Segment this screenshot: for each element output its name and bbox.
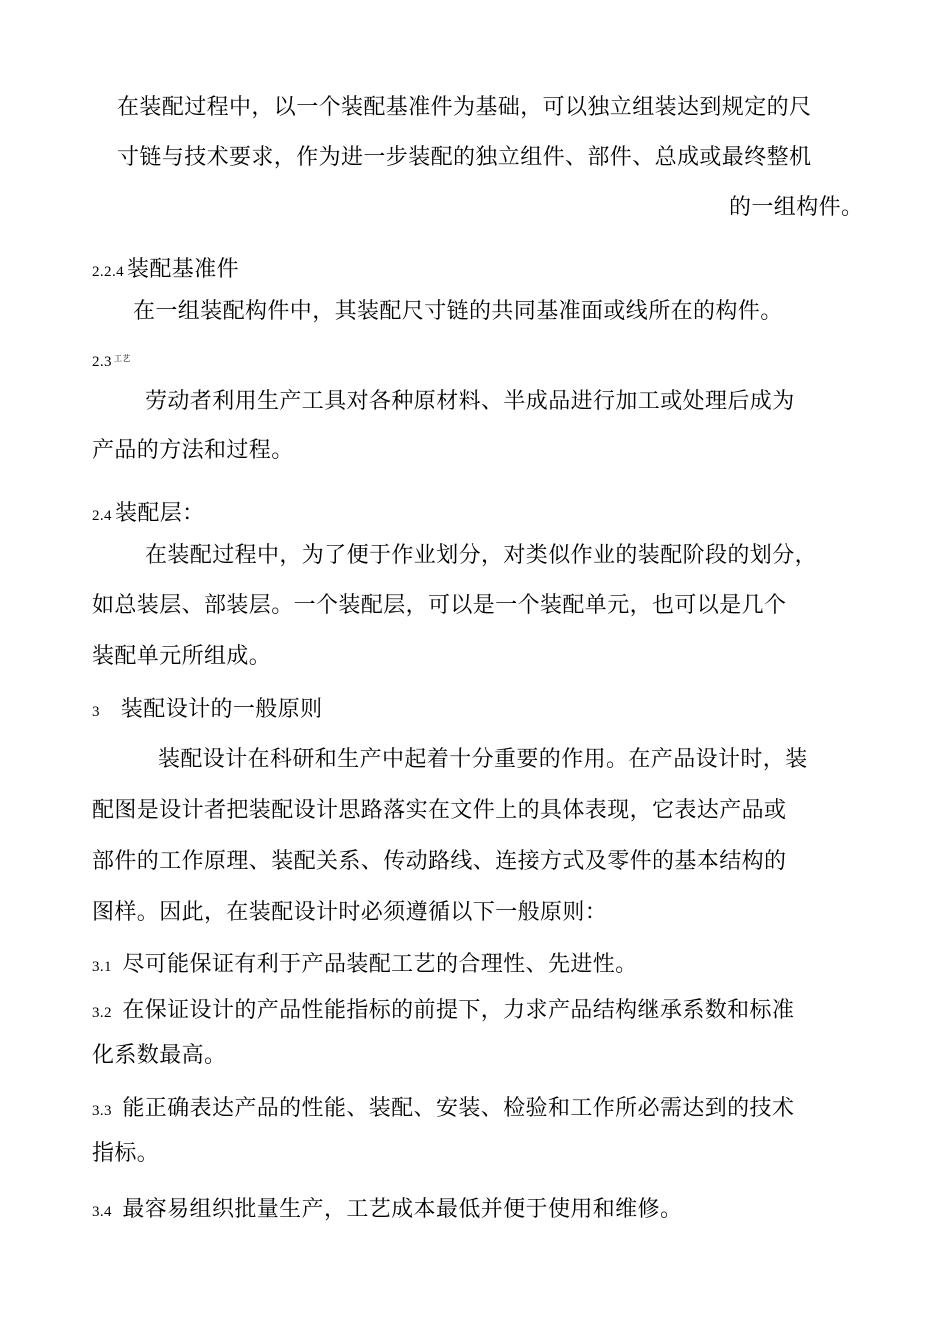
section-2-3-line-1: 劳动者利用生产工具对各种原材料、半成品进行加工或处理后成为 bbox=[145, 389, 795, 414]
item-number: 3.2 bbox=[92, 1005, 112, 1021]
item-number: 3.1 bbox=[92, 959, 112, 975]
section-2-2-4-heading bbox=[92, 256, 239, 286]
section-3-line-4: 图样。因此，在装配设计时必须遵循以下一般原则： bbox=[92, 900, 608, 925]
section-number: 2.3 bbox=[92, 354, 112, 370]
section-2-3-line-2: 产品的方法和过程。 bbox=[92, 438, 294, 463]
section-2-2-4-body: 在一组装配构件中，其装配尺寸链的共同基准面或线所在的构件。 bbox=[133, 299, 783, 324]
item-text: 尽可能保证有利于产品装配工艺的合理性、先进性。 bbox=[122, 952, 638, 977]
section-title: 装配设计的一般原则 bbox=[120, 697, 323, 722]
section-title: 装配基准件 bbox=[127, 257, 240, 282]
section-2-4-heading bbox=[92, 500, 205, 530]
item-text: 在保证设计的产品性能指标的前提下，力求产品结构继承系数和标准 bbox=[122, 998, 795, 1023]
section-3-line-1: 装配设计在科研和生产中起着十分重要的作用。在产品设计时，装 bbox=[158, 747, 808, 772]
section-3-line-2: 配图是设计者把装配设计思路落实在文件上的具体表现，它表达产品或 bbox=[92, 798, 787, 823]
item-3-3-line-2: 指标。 bbox=[92, 1141, 160, 1166]
item-3-3-line-1 bbox=[92, 1095, 794, 1125]
section-2-3-heading bbox=[92, 345, 131, 376]
item-3-4 bbox=[92, 1196, 682, 1226]
p1-line-1: 在装配过程中，以一个装配基准件为基础，可以独立组装达到规定的尺 bbox=[117, 95, 812, 120]
section-3-heading bbox=[92, 696, 323, 726]
section-2-4-line-2: 如总装层、部装层。一个装配层，可以是一个装配单元，也可以是几个 bbox=[92, 593, 787, 618]
item-3-1 bbox=[92, 951, 638, 981]
item-number: 3.3 bbox=[92, 1103, 112, 1119]
section-number: 2.4 bbox=[92, 508, 112, 524]
item-text: 最容易组织批量生产，工艺成本最低并便于使用和维修。 bbox=[122, 1197, 683, 1222]
section-title: 装配层： bbox=[114, 501, 205, 526]
section-2-4-line-3: 装配单元所组成。 bbox=[92, 644, 272, 669]
item-text: 能正确表达产品的性能、装配、安装、检验和工作所必需达到的技术 bbox=[122, 1096, 795, 1121]
p1-line-2: 寸链与技术要求，作为进一步装配的独立组件、部件、总成或最终整机 bbox=[117, 145, 812, 170]
item-3-2-line-2: 化系数最高。 bbox=[92, 1043, 227, 1068]
section-3-line-3: 部件的工作原理、装配关系、传动路线、连接方式及零件的基本结构的 bbox=[92, 849, 787, 874]
item-number: 3.4 bbox=[92, 1204, 112, 1220]
section-title: 工艺 bbox=[113, 354, 131, 363]
item-3-2-line-1 bbox=[92, 997, 794, 1027]
section-number: 2.2.4 bbox=[92, 264, 124, 280]
section-number: 3 bbox=[92, 704, 100, 720]
p1-line-3: 的一组构件。 bbox=[729, 195, 864, 220]
section-2-4-line-1: 在装配过程中，为了便于作业划分，对类似作业的装配阶段的划分， bbox=[145, 543, 818, 568]
